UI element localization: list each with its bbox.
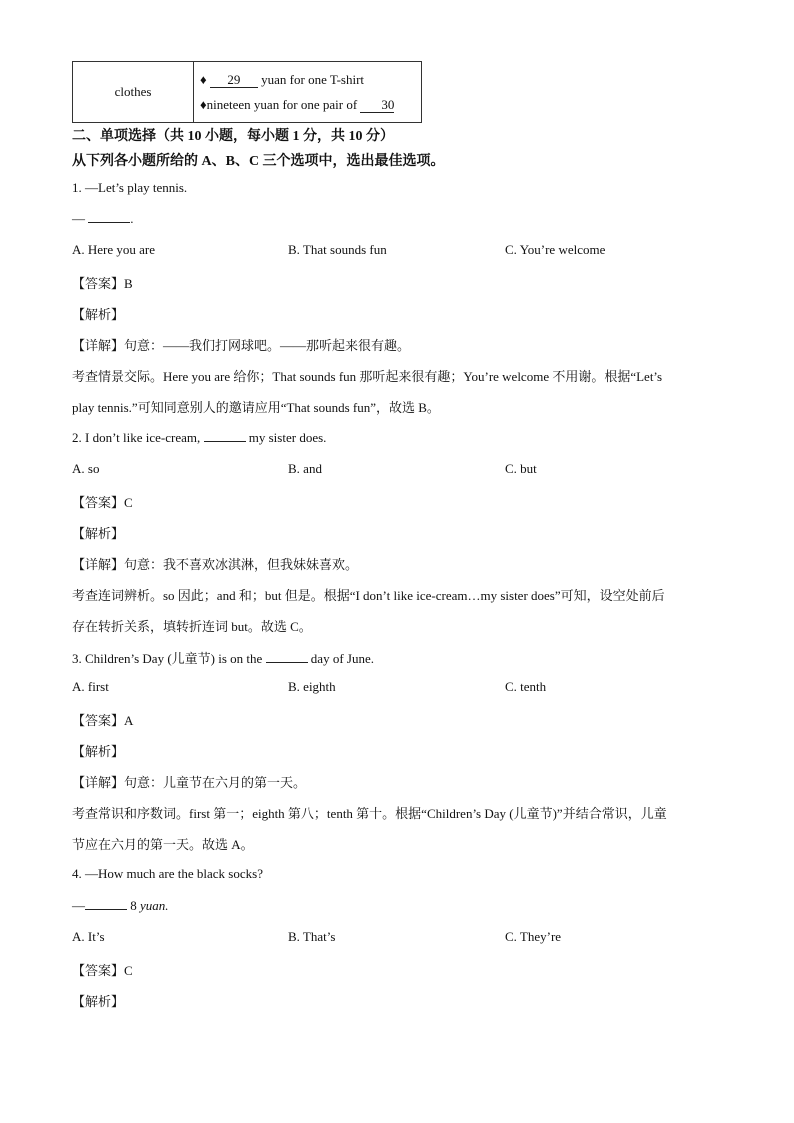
question-1-analysis-label: 【解析】 (72, 307, 125, 322)
table-line-1-text: yuan for one T-shirt (261, 72, 365, 87)
question-4-option-a: A. It’s (72, 929, 105, 944)
table-items-cell (194, 62, 422, 123)
answer-blank (266, 662, 308, 663)
table-category-cell: clothes (73, 62, 194, 123)
answer-blank (88, 222, 130, 223)
question-2-option-a: A. so (72, 461, 100, 476)
question-1-option-a: A. Here you are (72, 242, 156, 257)
diamond-bullet-icon: ♦ (200, 97, 207, 112)
question-1-explanation-2: play tennis.”可知同意别人的邀请应用“That sounds fun”，故选 B。 (72, 400, 440, 415)
question-3-option-a: A. first (72, 679, 109, 694)
question-4-option-b: B. That’s (288, 929, 336, 944)
stem-before: 3. Children’s Day (儿童节) is on the (72, 651, 266, 666)
table-line-2-text: nineteen yuan for one pair of (206, 97, 358, 112)
question-1-explanation-1: 考查情景交际。Here you are 给你；That sounds fun 那听起来很有趣；You’re welcome 不用谢。根据“Let’s (72, 369, 663, 384)
section-instruction: 从下列各小题所给的 A、B、C 三个选项中，选出最佳选项。 (72, 154, 445, 169)
question-3-explanation-1: 考查常识和序数词。first 第一；eighth 第八；tenth 第十。根据“Children’s Day (儿童节)”并结合常识，儿童 (72, 806, 667, 821)
question-1-option-b: B. That sounds fun (288, 242, 387, 257)
question-2-explanation-1: 考查连词辨析。so 因此；and 和；but 但是。根据“I don’t like ice-cream…my sister does”可知，设空处前后 (72, 588, 665, 603)
question-2-answer: 【答案】C (72, 495, 133, 510)
question-2-detail: 【详解】句意：我不喜欢冰淇淋，但我妹妹喜欢。 (72, 557, 359, 572)
question-1-answer: 【答案】B (72, 276, 133, 291)
diamond-bullet-icon: ♦ (200, 72, 207, 87)
question-3-explanation-2: 节应在六月的第一天。故选 A。 (72, 837, 254, 852)
question-1-detail: 【详解】句意：——我们打网球吧。——那听起来很有趣。 (72, 338, 411, 353)
question-2-explanation-2: 存在转折关系，填转折连词 but。故选 C。 (72, 619, 312, 634)
answer-blank (85, 909, 127, 910)
question-4-answer: 【答案】C (72, 963, 133, 978)
table-answer-30: 30 (360, 98, 394, 113)
question-1-stem: 1. —Let’s play tennis. (72, 180, 188, 195)
stem-after: my sister does. (245, 430, 327, 445)
question-3-option-b: B. eighth (288, 679, 336, 694)
stem-before: 2. I don’t like ice-cream, (72, 430, 204, 445)
table-line-1 (200, 67, 421, 92)
dash: — (72, 898, 85, 913)
question-4-stem: 4. —How much are the black socks? (72, 866, 263, 881)
section-heading: 二、单项选择（共 10 小题，每小题 1 分，共 10 分） (72, 129, 394, 144)
question-3-analysis-label: 【解析】 (72, 744, 125, 759)
table-line-2 (200, 92, 421, 117)
question-2-option-b: B. and (288, 461, 322, 476)
question-3-answer: 【答案】A (72, 713, 134, 728)
table-answer-29: 29 (210, 73, 258, 88)
question-3-detail: 【详解】句意：儿童节在六月的第一天。 (72, 775, 307, 790)
dash: — (72, 211, 89, 226)
yuan-italic: yuan. (140, 898, 169, 913)
question-1-response (72, 211, 134, 227)
question-4-response (72, 898, 169, 914)
period: . (130, 211, 134, 226)
clothes-price-table (72, 61, 422, 123)
question-3-option-c: C. tenth (505, 679, 547, 694)
question-3-stem (72, 648, 374, 667)
price: 8 (127, 898, 140, 913)
question-2-stem (72, 430, 326, 446)
question-4-option-c: C. They’re (505, 929, 562, 944)
question-2-option-c: C. but (505, 461, 537, 476)
question-4-analysis-label: 【解析】 (72, 994, 125, 1009)
stem-after: day of June. (307, 651, 374, 666)
question-2-analysis-label: 【解析】 (72, 526, 125, 541)
question-1-option-c: C. You’re welcome (505, 242, 606, 257)
answer-blank (204, 441, 246, 442)
